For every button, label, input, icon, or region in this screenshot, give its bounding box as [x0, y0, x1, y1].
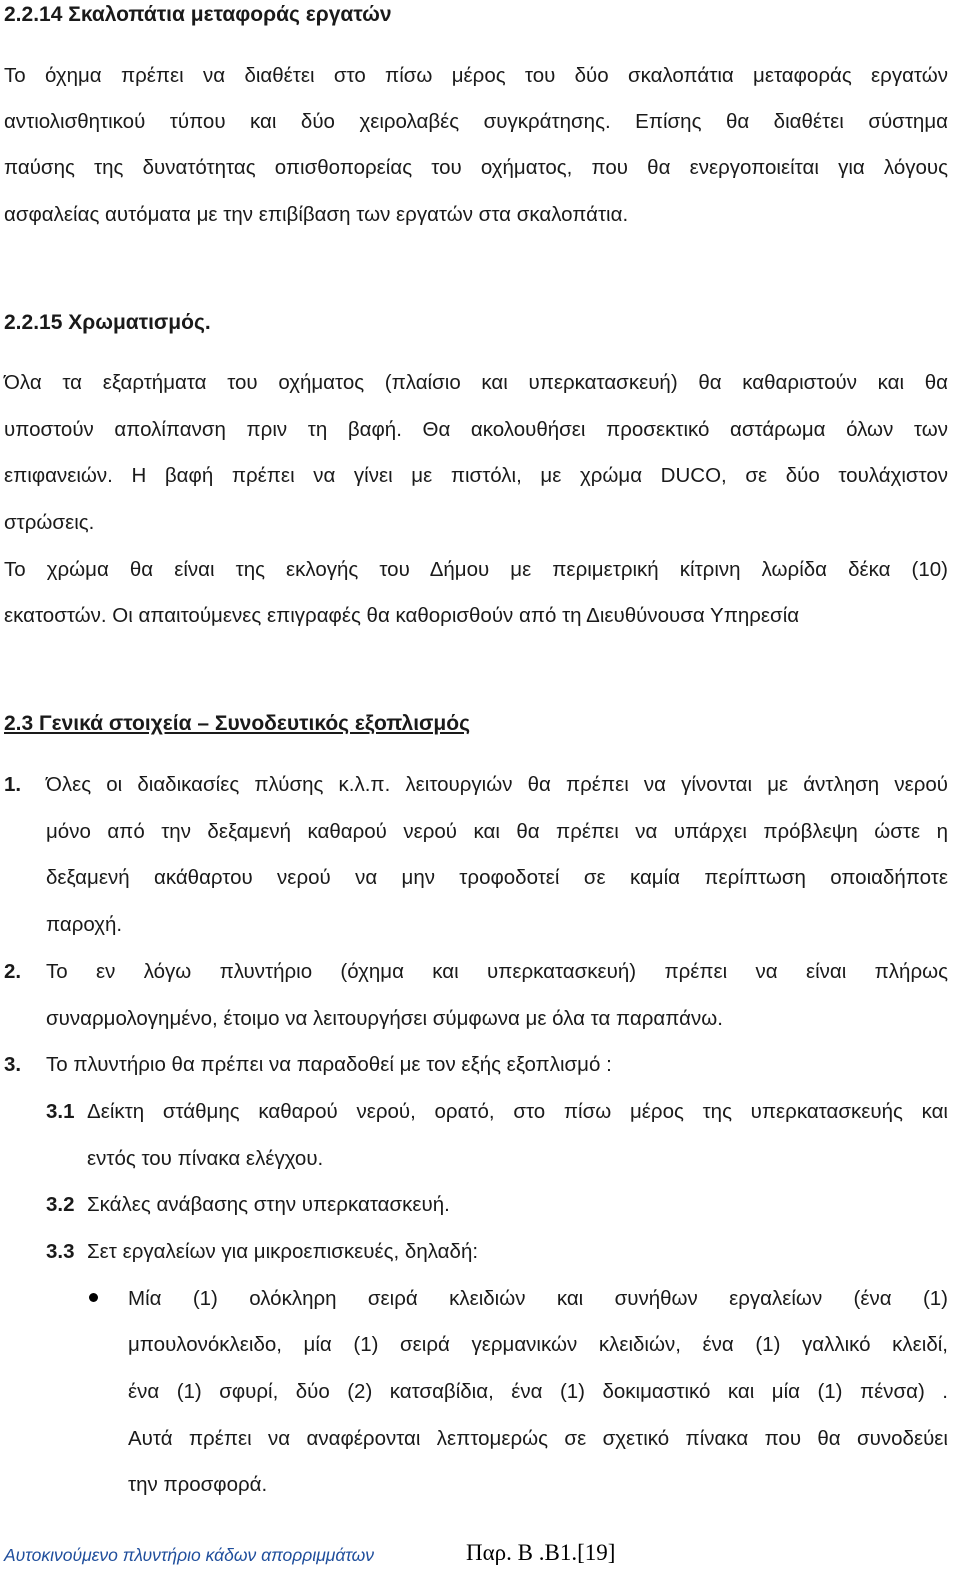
list-item-line: Το πλυντήριο θα πρέπει να παραδοθεί με τον εξής εξοπλισμό : — [46, 1053, 612, 1076]
bullet-item-line: Μία (1) ολόκληρη σειρά κλειδιών και συνήθων εργαλείων (ένα (1) — [128, 1287, 948, 1310]
sublist-item-line: Σετ εργαλείων για μικροεπισκευές, δηλαδή: — [87, 1240, 479, 1263]
list-item-line: Όλες οι διαδικασίες πλύσης κ.λ.π. λειτουργιών θα πρέπει να γίνονται με άντληση νερού — [46, 773, 948, 796]
paragraph-line: στρώσεις. — [4, 511, 95, 534]
list-number: 2. — [4, 960, 22, 983]
section-heading-2-2-14: 2.2.14 Σκαλοπάτια μεταφοράς εργατών — [4, 3, 392, 26]
list-item-line: παροχή. — [46, 913, 123, 936]
paragraph-line: επιφανειών. Η βαφή πρέπει να γίνει με πιστόλι, με χρώμα DUCO, σε δύο τουλάχιστον — [4, 464, 948, 487]
paragraph-line: Το όχημα πρέπει να διαθέτει στο πίσω μέρος του δύο σκαλοπάτια μεταφοράς εργατών — [4, 64, 948, 87]
list-item-line: μόνο από την δεξαμενή καθαρού νερού και θα πρέπει να υπάρχει πρόβλεψη ώστε η — [46, 820, 948, 843]
sublist-number: 3.2 — [46, 1193, 75, 1216]
sublist-number: 3.1 — [46, 1100, 75, 1123]
list-item-line: δεξαμενή ακάθαρτου νερού να μην τροφοδοτεί σε καμία περίπτωση οποιαδήποτε — [46, 866, 948, 889]
paragraph-line: εκατοστών. Οι απαιτούμενες επιγραφές θα καθορισθούν από τη Διευθύνουσα Υπηρεσία — [4, 604, 800, 627]
sublist-number: 3.3 — [46, 1240, 75, 1263]
paragraph-line: ασφαλείας αυτόματα με την επιβίβαση των εργατών στα σκαλοπάτια. — [4, 203, 629, 226]
paragraph-line: υποστούν απολίπανση πριν τη βαφή. Θα ακολουθήσει προσεκτικό αστάρωμα όλων των — [4, 418, 948, 441]
bullet-item-line: ένα (1) σφυρί, δύο (2) κατσαβίδια, ένα (1) δοκιμαστικό και μία (1) πένσα) . — [128, 1380, 948, 1403]
section-heading-2-2-15: 2.2.15 Χρωματισμός. — [4, 311, 211, 334]
bullet-item-line: την προσφορά. — [128, 1473, 268, 1496]
bullet-item-line: Αυτά πρέπει να αναφέρονται λεπτομερώς σε σχετικό πίνακα που θα συνοδεύει — [128, 1427, 948, 1450]
footer-title: Αυτοκινούμενο πλυντήριο κάδων απορριμμάτων — [4, 1545, 375, 1565]
list-number: 1. — [4, 773, 22, 796]
bullet-icon — [89, 1293, 98, 1302]
list-number: 3. — [4, 1053, 22, 1076]
list-item-line: συναρμολογημένο, έτοιμο να λειτουργήσει σύμφωνα με όλα τα παραπάνω. — [46, 1007, 723, 1030]
list-item-line: Το εν λόγω πλυντήριο (όχημα και υπερκατασκευή) πρέπει να είναι πλήρως — [46, 960, 948, 983]
paragraph-line: Όλα τα εξαρτήματα του οχήματος (πλαίσιο και υπερκατασκευή) θα καθαριστούν και θα — [4, 371, 948, 394]
paragraph-line: παύσης της δυνατότητας οπισθοπορείας του οχήματος, που θα ενεργοποιείται για λόγους — [4, 156, 948, 179]
paragraph-line: αντιολισθητικού τύπου και δύο χειρολαβές συγκράτησης. Επίσης θα διαθέτει σύστημα — [4, 110, 948, 133]
footer-page-ref: Παρ. Β .Β1.[19] — [466, 1540, 616, 1565]
sublist-item-line: Σκάλες ανάβασης στην υπερκατασκευή. — [87, 1193, 450, 1216]
paragraph-line: Το χρώμα θα είναι της εκλογής του Δήμου με περιμετρική κίτρινη λωρίδα δέκα (10) — [4, 558, 948, 581]
section-heading-2-3: 2.3 Γενικά στοιχεία – Συνοδευτικός εξοπλισμός — [4, 712, 470, 735]
sublist-item-line: Δείκτη στάθμης καθαρού νερού, ορατό, στο πίσω μέρος της υπερκατασκευής και — [87, 1100, 948, 1123]
sublist-item-line: εντός του πίνακα ελέγχου. — [87, 1147, 324, 1170]
bullet-item-line: μπουλονόκλειδο, μία (1) σειρά γερμανικών κλειδιών, ένα (1) γαλλικό κλειδί, — [128, 1333, 948, 1356]
